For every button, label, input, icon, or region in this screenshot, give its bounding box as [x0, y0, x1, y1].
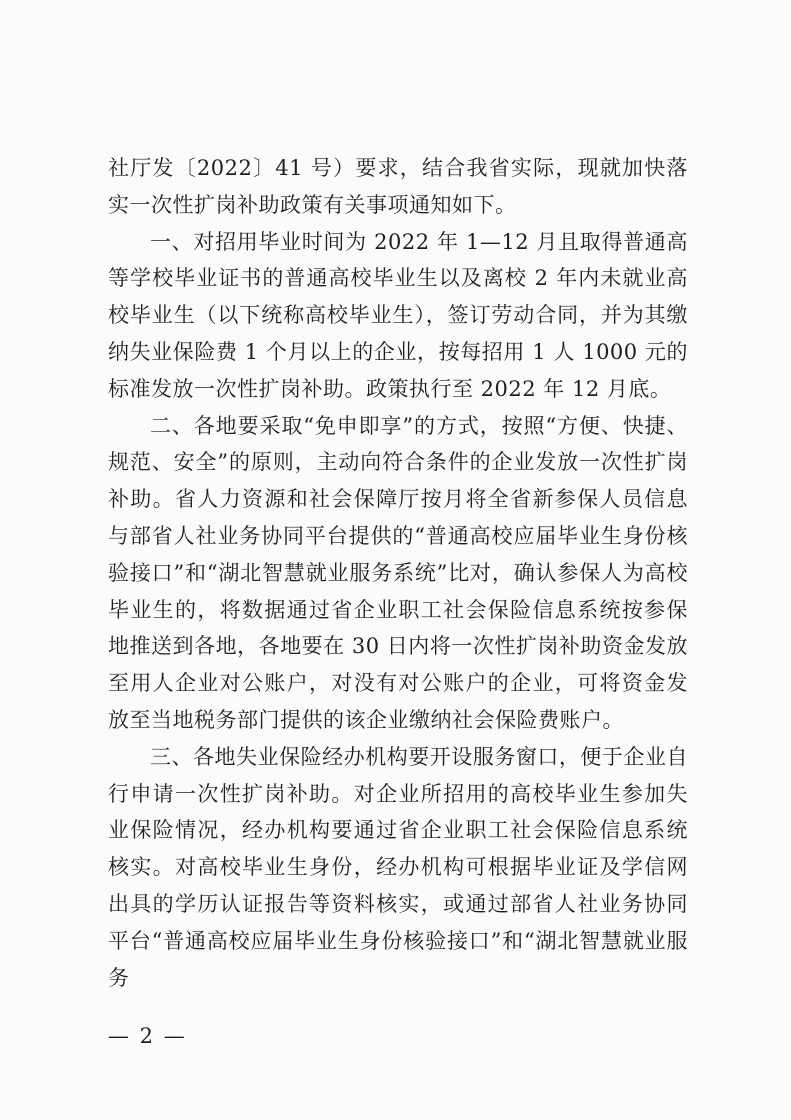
document-body [108, 150, 688, 996]
paragraph-item-3: 三、各地失业保险经办机构要开设服务窗口，便于企业自行申请一次性扩岗补助。对企业所招用的高校毕业生参加失业保险情况，经办机构要通过省企业职工社会保险信息系统核实。对高校毕业生身份，经办机构可根据毕业证及学信网出具的学历认证报告等资料核实，或通过部省人社业务协同平台“普通高校应届毕业生身份核验接口”和“湖北智慧就业服务 [108, 744, 688, 990]
paragraph-item-1: 一、对招用毕业时间为 2022 年 1—12 月且取得普通高等学校毕业证书的普通高校毕业生以及离校 2 年内未就业高校毕业生（以下统称高校毕业生），签订劳动合同，并为其缴纳失业保险费 1 个月以上的企业，按每招用 1 人 1000 元的标准发放一次性扩岗补助。政策执行至 2022 年 12 月底。 [108, 229, 688, 401]
paragraph-continuation: 社厅发〔2022〕41 号）要求，结合我省实际，现就加快落实一次性扩岗补助政策有关事项通知如下。 [108, 156, 688, 217]
paragraph-item-2: 二、各地要采取“免申即享”的方式，按照“方便、快捷、规范、安全”的原则，主动向符合条件的企业发放一次性扩岗补助。省人力资源和社会保障厅按月将全省新参保人员信息与部省人社业务协同平台提供的“普通高校应届毕业生身份核验接口”和“湖北智慧就业服务系统”比对，确认参保人为高校毕业生的，将数据通过省企业职工社会保险信息系统按参保地推送到各地，各地要在 30 日内将一次性扩岗补助资金发放至用人企业对公账户，对没有对公账户的企业，可将资金发放至当地税务部门提供的该企业缴纳社会保险费账户。 [108, 413, 688, 732]
page-number: — 2 — [108, 1024, 187, 1048]
